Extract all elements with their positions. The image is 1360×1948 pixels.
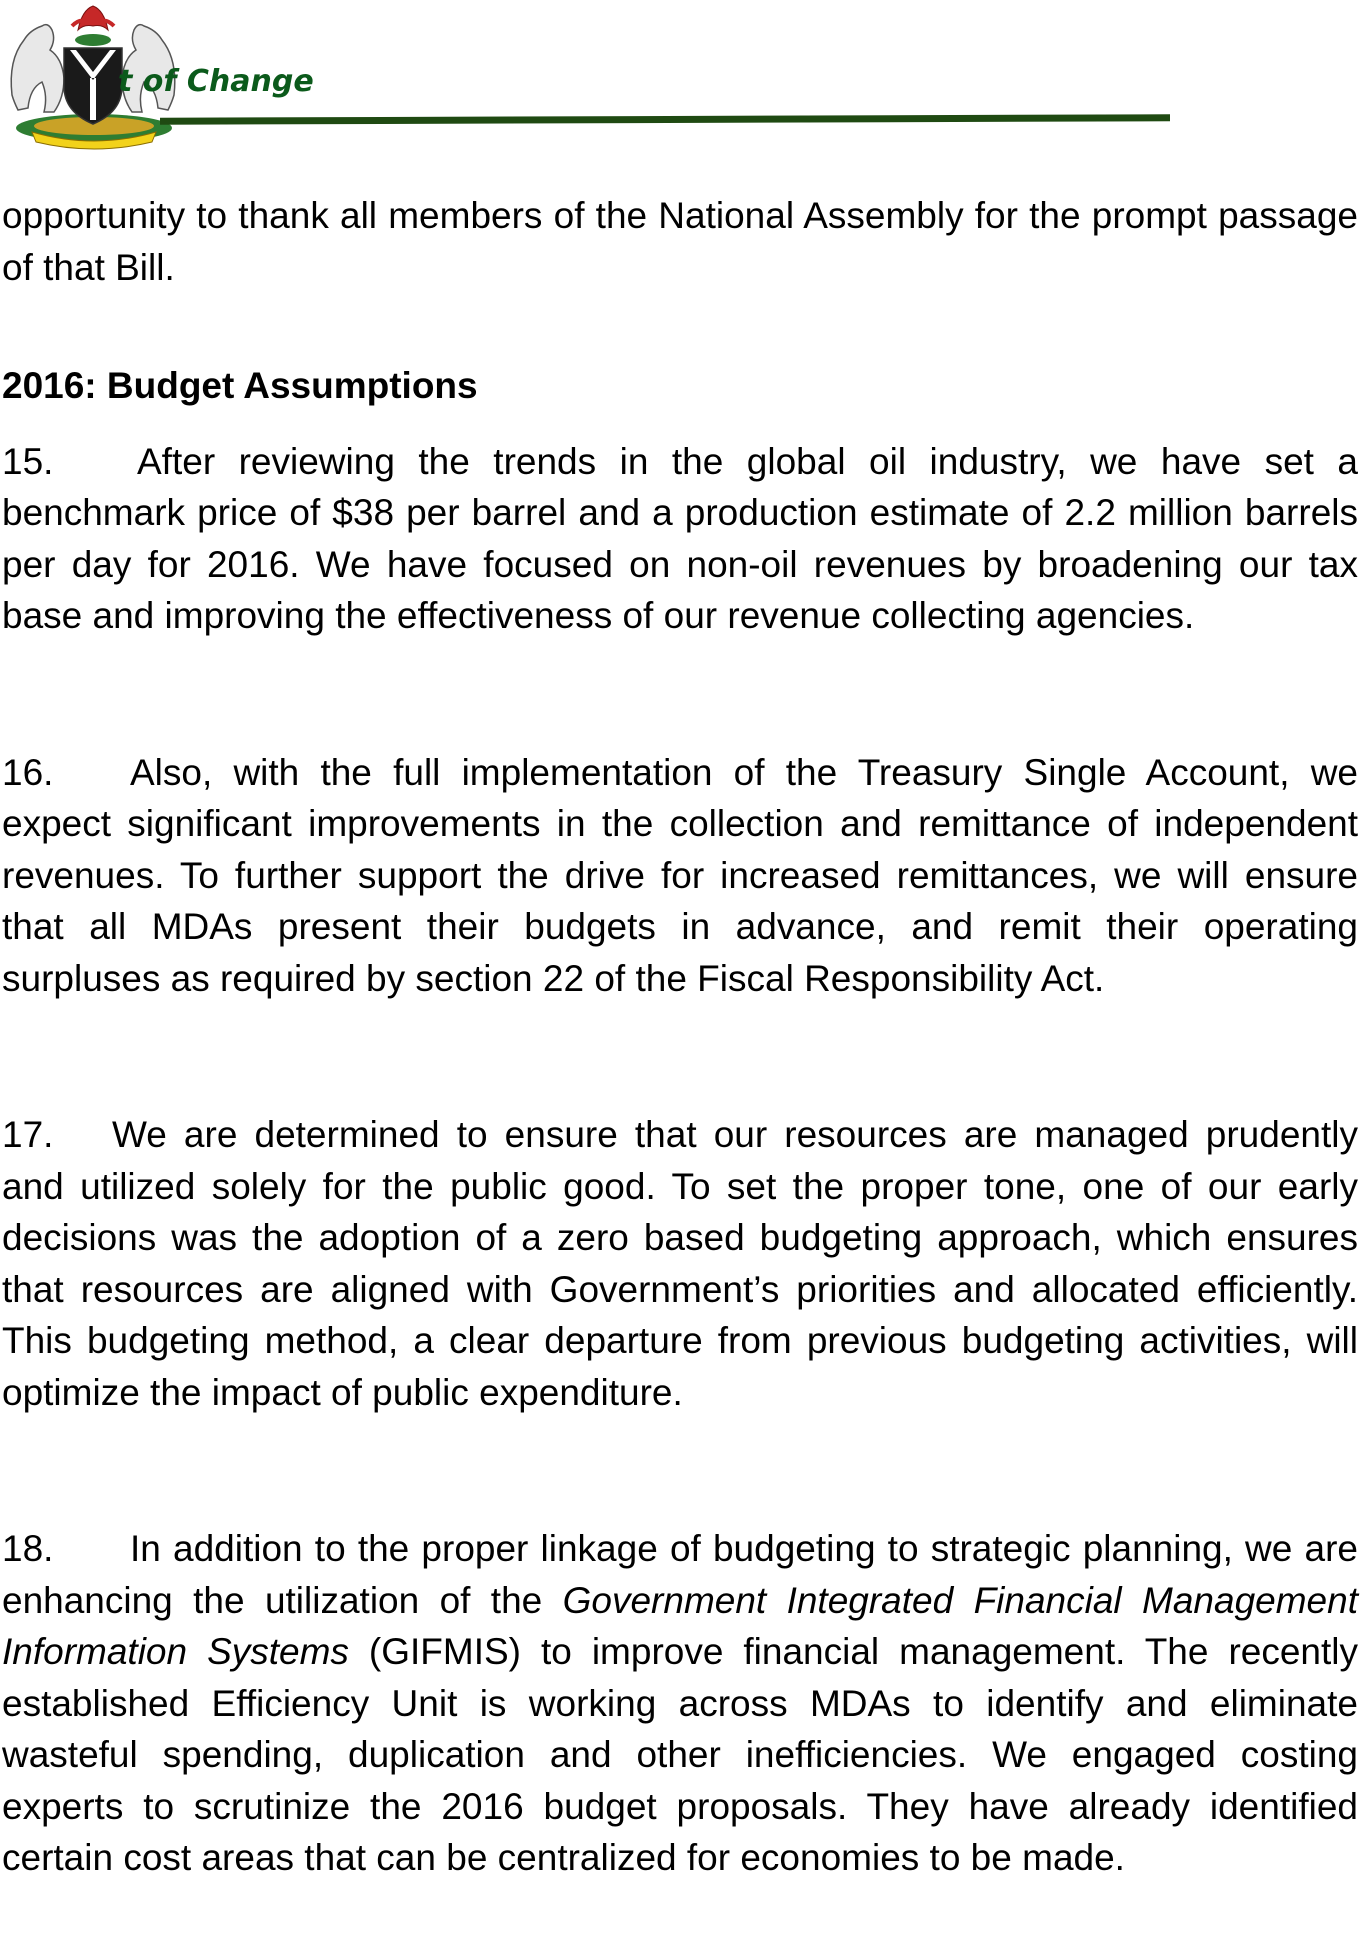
page-header	[0, 0, 1360, 160]
section-heading: 2016: Budget Assumptions	[2, 365, 478, 406]
header-divider	[160, 114, 1170, 125]
intro-paragraph: opportunity to thank all members of the National Assembly for the prompt passage of that Bill.	[2, 195, 1358, 288]
paragraph-text: In addition to the proper linkage of budgeting to strategic planning, we are enhancing the utilization of the	[2, 1528, 1358, 1621]
header-title: t of Change	[118, 64, 314, 99]
gifmis-italic-text: Government Integrated Financial Management Information Systems	[2, 1579, 1358, 1672]
spacer	[2, 642, 1358, 745]
paragraph-16	[2, 747, 1358, 1005]
paragraph-text: (GIFMIS) to improve financial management. The recently established Efficiency Unit is working across MDAs to identify and eliminate wasteful spending, duplication and other inefficiencies. We engaged costing experts to scrutinize the 2016 budget proposals. They have already identified certain cost areas that can be centralized for economies to be made.	[2, 1631, 1358, 1878]
paragraph-number: 17.	[2, 1114, 54, 1155]
paragraph-number: 18.	[2, 1528, 54, 1569]
paragraph-text: After reviewing the trends in the global oil industry, we have set a benchmark price of $38 per barrel and a production estimate of 2.2 million barrels per day for 2016. We have focused on non-oil revenues by broadening our tax base and improving the effectiveness of our revenue collecting agencies.	[2, 440, 1358, 636]
paragraph-text: Also, with the full implementation of the Treasury Single Account, we expect significant improvements in the collection and remittance of independent revenues. To further support the drive for increased remittances, we will ensure that all MDAs present their budgets in advance, and remit their operating surpluses as required by section 22 of the Fiscal Responsibility Act.	[2, 751, 1358, 999]
spacer	[2, 293, 1358, 345]
document-body	[2, 190, 1358, 1884]
paragraph-number: 16.	[2, 751, 54, 793]
paragraph-18	[2, 1523, 1358, 1884]
paragraph-17	[2, 1109, 1358, 1418]
paragraph-number: 15.	[2, 440, 54, 482]
spacer	[2, 1418, 1358, 1521]
paragraph-15	[2, 436, 1358, 642]
spacer	[2, 1004, 1358, 1107]
paragraph-text: We are determined to ensure that our resources are managed prudently and utilized solely for the public good. To set the proper tone, one of our early decisions was the adoption of a zero based budgeting approach, which ensures that resources are aligned with Government’s priorities and allocated efficiently. This budgeting method, a clear departure from previous budgeting activities, will optimize the impact of public expenditure.	[2, 1114, 1358, 1413]
